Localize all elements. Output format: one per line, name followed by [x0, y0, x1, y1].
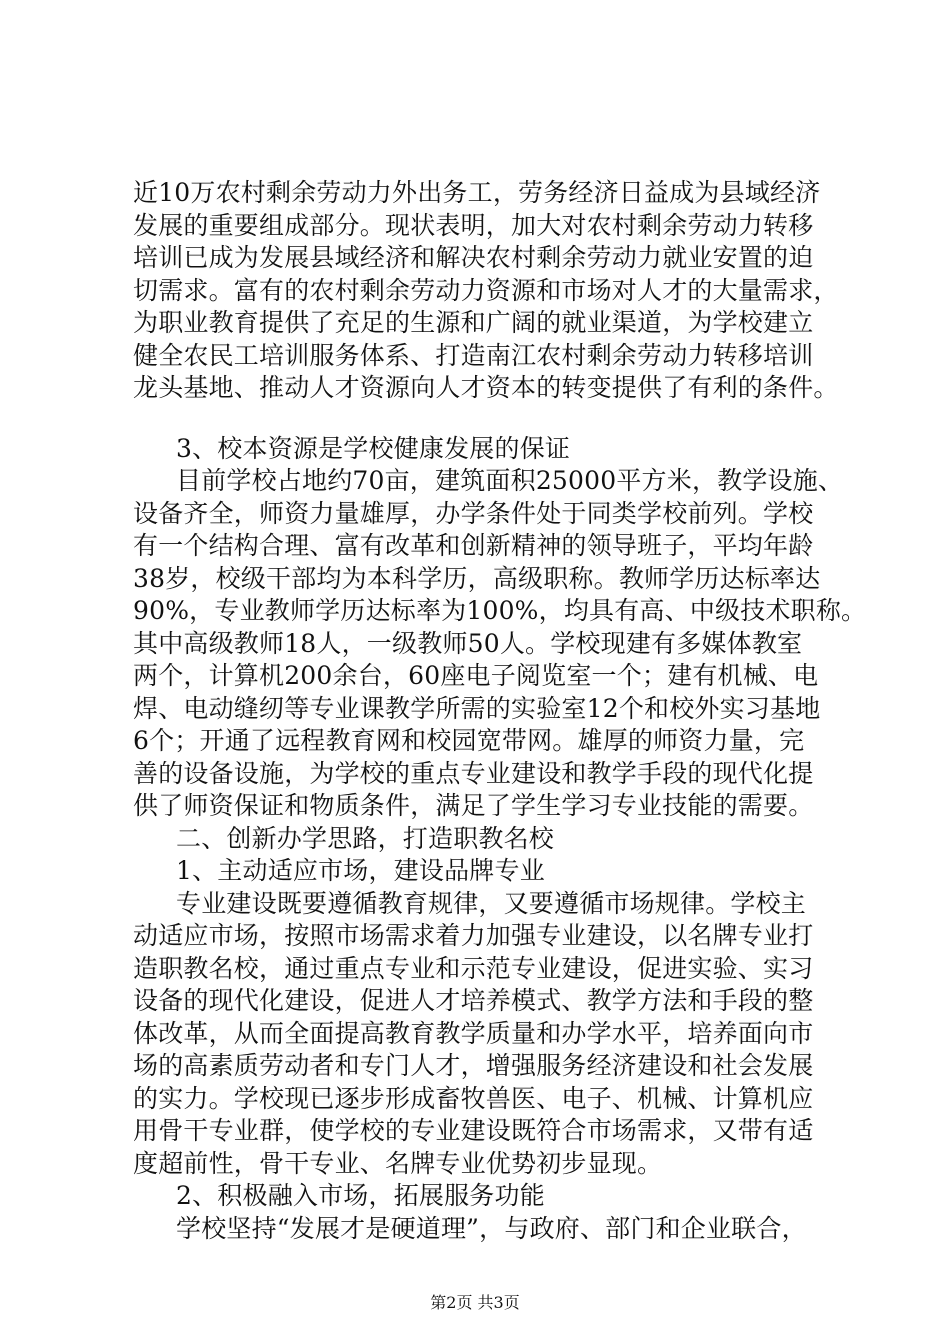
body-text-line: 造职教名校，通过重点专业和示范专业建设，促进实验、实习 — [133, 954, 814, 983]
body-text-line: 发展的重要组成部分。现状表明，加大对农村剩余劳动力转移 — [133, 211, 814, 240]
subsection-heading: 1、主动适应市场，建设品牌专业 — [176, 856, 545, 885]
section-heading: 二、创新办学思路，打造职教名校 — [176, 824, 555, 853]
body-text-line: 有一个结构合理、富有改革和创新精神的领导班子，平均年龄 — [133, 531, 814, 560]
body-text-line: 度超前性，骨干专业、名牌专业优势初步显现。 — [133, 1149, 663, 1178]
body-text-line: 6个；开通了远程教育网和校园宽带网。雄厚的师资力量，完 — [133, 726, 805, 755]
body-text-line: 设备的现代化建设，促进人才培养模式、教学方法和手段的整 — [133, 986, 814, 1015]
body-text-line: 的实力。学校现已逐步形成畜牧兽医、电子、机械、计算机应 — [133, 1084, 814, 1113]
body-text-line: 专业建设既要遵循教育规律，又要遵循市场规律。学校主 — [176, 889, 807, 918]
body-text-line: 两个，计算机200余台，60座电子阅览室一个；建有机械、电 — [133, 661, 819, 690]
page-footer: 第2页 共3页 — [430, 1293, 520, 1312]
body-text-line: 动适应市场，按照市场需求着力加强专业建设，以名牌专业打 — [133, 921, 814, 950]
body-text-line: 其中高级教师18人，一级教师50人。学校现建有多媒体教室 — [133, 629, 803, 658]
body-text-line: 设备齐全，师资力量雄厚，办学条件处于同类学校前列。学校 — [133, 499, 814, 528]
body-text-line: 培训已成为发展县域经济和解决农村剩余劳动力就业安置的迫 — [133, 243, 814, 272]
subsection-heading: 2、积极融入市场，拓展服务功能 — [176, 1181, 545, 1210]
body-text-line: 为职业教育提供了充足的生源和广阔的就业渠道，为学校建立 — [133, 308, 814, 337]
body-text-line: 善的设备设施，为学校的重点专业建设和教学手段的现代化提 — [133, 759, 814, 788]
body-text-line: 龙头基地、推动人才资源向人才资本的转变提供了有利的条件。 — [133, 373, 839, 402]
body-text-line: 供了师资保证和物质条件，满足了学生学习专业技能的需要。 — [133, 791, 814, 820]
body-text-line: 焊、电动缝纫等专业课教学所需的实验室12个和校外实习基地 — [133, 694, 821, 723]
body-text-line: 90%，专业教师学历达标率为100%，均具有高、中级技术职称。 — [133, 596, 867, 625]
body-text-line: 健全农民工培训服务体系、打造南江农村剩余劳动力转移培训 — [133, 341, 814, 370]
body-text-line: 场的高素质劳动者和专门人才，增强服务经济建设和社会发展 — [133, 1051, 814, 1080]
body-text-line: 切需求。富有的农村剩余劳动力资源和市场对人才的大量需求， — [133, 276, 839, 305]
body-text-line: 目前学校占地约70亩，建筑面积25000平方米，教学设施、 — [176, 466, 844, 495]
section-heading: 3、校本资源是学校健康发展的保证 — [176, 434, 571, 463]
body-text-line: 用骨干专业群，使学校的专业建设既符合市场需求，又带有适 — [133, 1116, 814, 1145]
body-text-line: 体改革，从而全面提高教育教学质量和办学水平，培养面向市 — [133, 1019, 814, 1048]
body-text-line: 学校坚持“发展才是硬道理”，与政府、部门和企业联合， — [176, 1214, 807, 1243]
body-text-line: 38岁，校级干部均为本科学历，高级职称。教师学历达标率达 — [133, 564, 821, 593]
body-text-line: 近10万农村剩余劳动力外出务工，劳务经济日益成为县域经济 — [133, 178, 821, 207]
